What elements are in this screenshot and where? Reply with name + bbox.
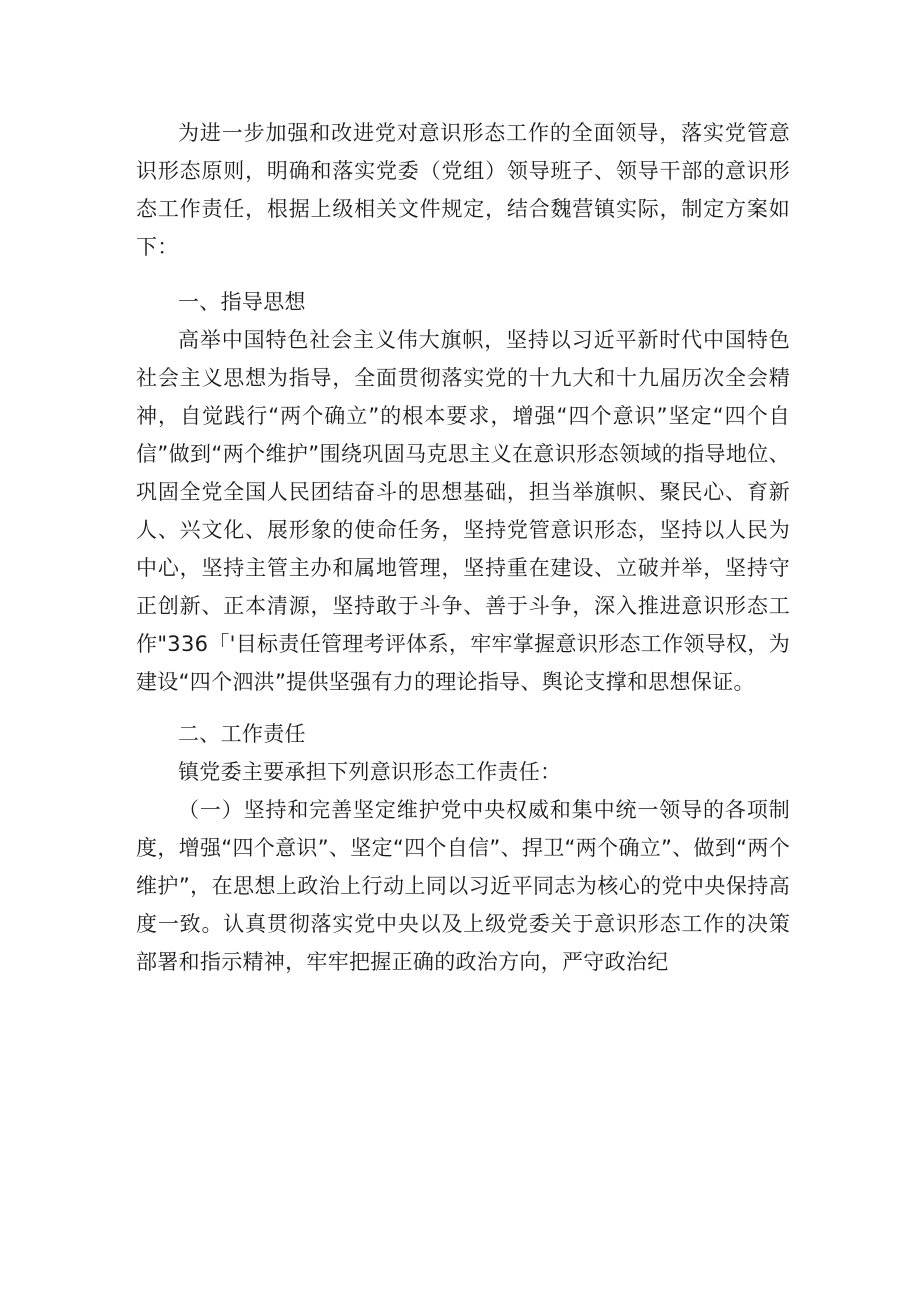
- section-heading-guiding-ideology: 一、指导思想: [178, 290, 306, 314]
- work-responsibility-intro: 镇党委主要承担下列意识形态工作责任：: [178, 760, 562, 784]
- guiding-ideology-paragraph: 高举中国特色社会主义伟大旗帜，坚持以习近平新时代中国特色社会主义思想为指导，全面贯彻落实党的十九大和十九届历次全会精神，自觉践行“两个确立”的根本要求，增强“四个意识”坚定“四个自信”做到“两个维护”围绕巩固马克思主义在意识形态领域的指导地位、巩固全党全国人民团结奋斗的思想基础，担当举旗帜、聚民心、育新人、兴文化、展形象的使命任务，坚持党管意识形态，坚持以人民为中心，坚持主管主办和属地管理，坚持重在建设、立破并举，坚持守正创新、正本清源，坚持敢于斗争、善于斗争，深入推进意识形态工作"336「'目标责任管理考评体系，牢牢掌握意识形态工作领导权，为建设“四个泗洪”提供坚强有力的理论指导、舆论支撑和思想保证。: [136, 328, 790, 694]
- responsibility-item-1: （一）坚持和完善坚定维护党中央权威和集中统一领导的各项制度，增强“四个意识”、坚定“四个自信”、捍卫“两个确立”、做到“两个维护”，在思想上政治上行动上同以习近平同志为核心的党中央保持高度一致。认真贯彻落实党中央以及上级党委关于意识形态工作的决策部署和指示精神，牢牢把握正确的政治方向，严守政治纪: [136, 798, 790, 974]
- spacer: [136, 266, 790, 283]
- document-body: [136, 114, 790, 981]
- section-heading-work-responsibility: 二、工作责任: [178, 722, 306, 746]
- intro-paragraph: 为进一步加强和改进党对意识形态工作的全面领导，落实党管意识形态原则，明确和落实党委（党组）领导班子、领导干部的意识形态工作责任，根据上级相关文件规定，结合魏营镇实际，制定方案如下：: [136, 121, 790, 259]
- spacer: [136, 701, 790, 715]
